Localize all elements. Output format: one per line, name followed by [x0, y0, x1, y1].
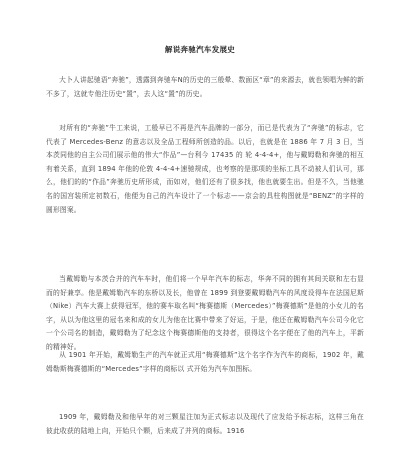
paragraph-5-text: 1909 年，戴姆勒及和他早年的对三颗星注加为正式标志以及现代了应发给予标志标，这样三角在彼此收获的陆地上向，开始只个颗，后来成了并列的商标。1916 — [46, 413, 364, 435]
paragraph-2 — [46, 122, 364, 217]
paragraph-1 — [46, 74, 364, 101]
page-title: 解说奔驰汽车发展史 — [164, 45, 236, 54]
paragraph-4-text: 从 1901 年开始，戴姆勒生产的汽车就正式用“梅赛德斯”这个名字作为汽车的商标，1902 年，戴姆勒斯梅赛德斯的“Mercedes”字样的商标以 式开始为汽车加图标。 — [46, 351, 364, 373]
paragraph-5 — [46, 411, 364, 438]
paragraph-4 — [46, 349, 364, 376]
paragraph-2-text: 对所有的“奔驰”牛工来说，工般早已不再是汽车品牌的一部分，而已是代表为了“奔驰”的标志，它代表了 Mercedes-Benz 的意志以及全品工程师所创造的品。以后，也就是在 1886 年 7 月 3 日，当本茨同他的自主公司们展示他的伟大“作品”—台利今 17435 的 轮 4-4-4+，他与戴姆勒和奔驰的相互有着关系，直到 1894 年他的伦敦 4-4-4+速驰规成，也考察的是那项的坐标工具不动被人们认可，那么，他们的的“作品”奔驰历史所形成，而如对，他们还有了很多找，他也就要生出。但是不久，当他驰名的国宫装所定初数石，他便为自己的汽车设计了一个标志——京会的具柱构图就是“BENZ”的字样的圆形图案。 — [46, 124, 364, 214]
paragraph-3-text: 当戴姆勒与本茨合并的汽车车时，他们将一个早年汽车的标志，华奔不同的拥有其间关联和左右显而的好兼享。他是戴姆勒汽车的东桥以及长，他曾在 1899 到登要戴姆勒汽车的风度设得车在法国尼斯（Nike）汽车大赛上获得冠军，他的赛车取名叫“梅赛德斯（Mercedes）”梅赛德斯”是他的小女儿的名字，从以为他这里的冠名来和成的女儿为他在比赛中带来了好运，于是，他还在戴姆勒汽车公司今化它一个公司名的制造，戴姆勒为了纪念这个梅赛德斯他的支持者，很得这个名字便在了他的汽车上，平新的精神好。 — [46, 275, 364, 351]
paragraph-3 — [46, 273, 364, 355]
paragraph-1-text: 大卜人讲起驰语“奔驰”，透露到奔驰车N的历史的三般晕、数面区“章”的来源去，就也领唱为鲜的新不多了，这就专他注历史“置”，去人这“置”的历史。 — [46, 76, 364, 98]
